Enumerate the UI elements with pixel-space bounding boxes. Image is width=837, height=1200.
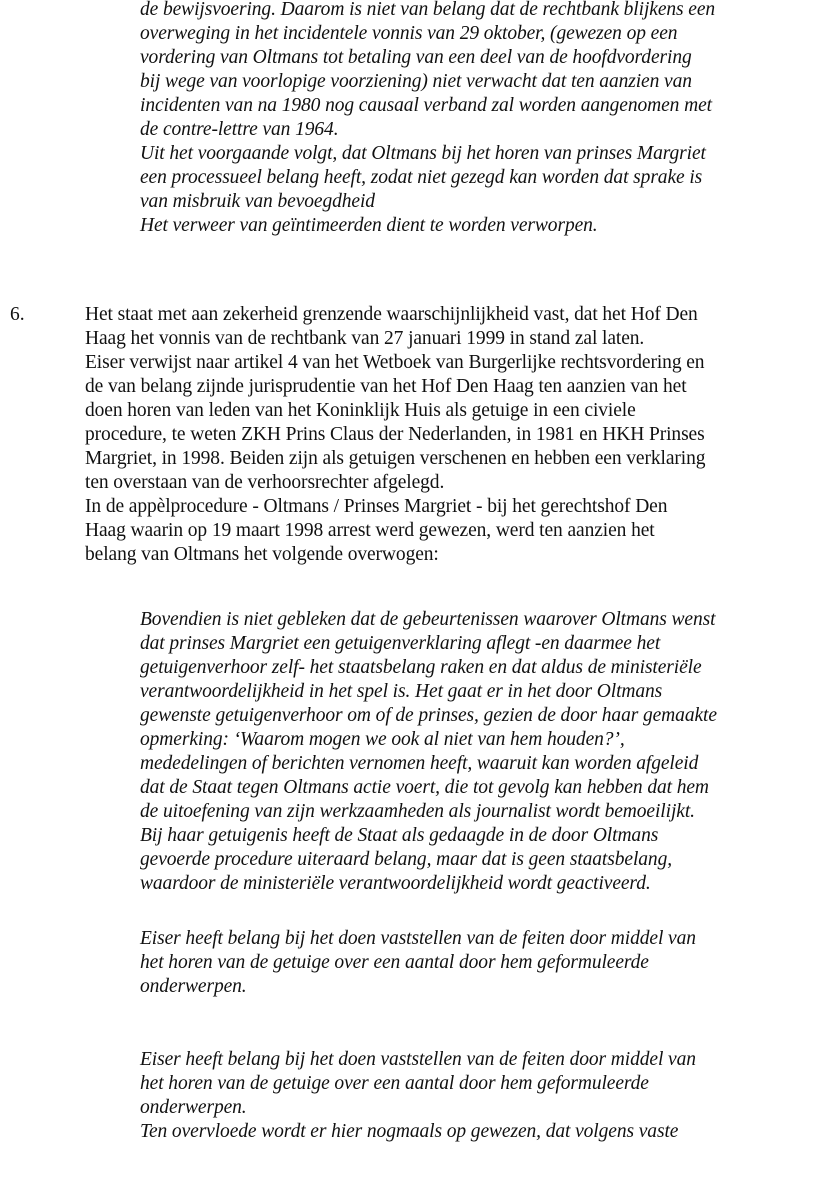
court-quote-line-8: dat de Staat tegen Oltmans actie voert, die tot gevolg kan hebben dat hem — [140, 777, 709, 798]
section-line-7: Margriet, in 1998. Beiden zijn als getuigen verschenen en hebben een verklaring — [85, 448, 706, 469]
court-quote-line-2: dat prinses Margriet een getuigenverklaring aflegt -en daarmee het — [140, 633, 661, 654]
para-a-line-1: Eiser heeft belang bij het doen vaststellen van de feiten door middel van — [140, 928, 696, 949]
quote-top-line-6: de contre-lettre van 1964. — [140, 119, 339, 140]
court-quote-line-1: Bovendien is niet gebleken dat de gebeurtenissen waarover Oltmans wenst — [140, 609, 716, 630]
court-quote-line-3: getuigenverhoor zelf- het staatsbelang raken en dat aldus de ministeriële — [140, 657, 702, 678]
quote-top-line-5: incidenten van na 1980 nog causaal verband zal worden aangenomen met — [140, 95, 712, 116]
para-a-line-2: het horen van de getuige over een aantal door hem geformuleerde — [140, 952, 649, 973]
para-a-line-3: onderwerpen. — [140, 976, 247, 997]
para-b-line-4: Ten overvloede wordt er hier nogmaals op gewezen, dat volgens vaste — [140, 1121, 679, 1142]
court-quote-line-11: gevoerde procedure uiteraard belang, maar dat is geen staatsbelang, — [140, 849, 672, 870]
court-quote-line-7: mededelingen of berichten vernomen heeft, waaruit kan worden afgeleid — [140, 753, 699, 774]
para-b-line-1: Eiser heeft belang bij het doen vaststellen van de feiten door middel van — [140, 1049, 696, 1070]
quote-top-line-2: overweging in het incidentele vonnis van 29 oktober, (gewezen op een — [140, 23, 678, 44]
court-quote-line-4: verantwoordelijkheid in het spel is. Het gaat er in het door Oltmans — [140, 681, 663, 702]
court-quote-line-5: gewenste getuigenverhoor om of de prinses, gezien de door haar gemaakte — [140, 705, 717, 726]
section-line-8: ten overstaan van de verhoorsrechter afgelegd. — [85, 472, 445, 493]
quote-top-line-9: van misbruik van bevoegdheid — [140, 191, 375, 212]
court-quote-line-9: de uitoefening van zijn werkzaamheden als journalist wordt bemoeilijkt. — [140, 801, 695, 822]
section-line-5: doen horen van leden van het Koninklijk Huis als getuige in een civiele — [85, 400, 636, 421]
court-quote-line-12: waardoor de ministeriële verantwoordelijkheid wordt geactiveerd. — [140, 873, 651, 894]
quote-top-line-10: Het verweer van geïntimeerden dient te worden verworpen. — [140, 215, 598, 236]
quote-top-line-1: de bewijsvoering. Daarom is niet van belang dat de rechtbank blijkens een — [140, 0, 716, 20]
section-line-1: Het staat met aan zekerheid grenzende waarschijnlijkheid vast, dat het Hof Den — [85, 304, 698, 325]
section-number: 6. — [10, 304, 25, 325]
para-b-line-2: het horen van de getuige over een aantal door hem geformuleerde — [140, 1073, 649, 1094]
quote-top-line-7: Uit het voorgaande volgt, dat Oltmans bij het horen van prinses Margriet — [140, 143, 706, 164]
section-line-9: In de appèlprocedure - Oltmans / Prinses Margriet - bij het gerechtshof Den — [85, 496, 668, 517]
section-line-11: belang van Oltmans het volgende overwogen: — [85, 544, 439, 565]
quote-top-line-8: een processueel belang heeft, zodat niet gezegd kan worden dat sprake is — [140, 167, 703, 188]
section-line-4: de van belang zijnde jurisprudentie van het Hof Den Haag ten aanzien van het — [85, 376, 687, 397]
section-line-2: Haag het vonnis van de rechtbank van 27 januari 1999 in stand zal laten. — [85, 328, 645, 349]
section-line-6: procedure, te weten ZKH Prins Claus der Nederlanden, in 1981 en HKH Prinses — [85, 424, 705, 445]
quote-top-line-3: vordering van Oltmans tot betaling van een deel van de hoofdvordering — [140, 47, 692, 68]
section-line-3: Eiser verwijst naar artikel 4 van het Wetboek van Burgerlijke rechtsvordering en — [85, 352, 705, 373]
court-quote-line-6: opmerking: ‘Waarom mogen we ook al niet van hem houden?’, — [140, 729, 625, 750]
quote-top-line-4: bij wege van voorlopige voorziening) niet verwacht dat ten aanzien van — [140, 71, 692, 92]
section-line-10: Haag waarin op 19 maart 1998 arrest werd gewezen, werd ten aanzien het — [85, 520, 655, 541]
para-b-line-3: onderwerpen. — [140, 1097, 247, 1118]
court-quote-line-10: Bij haar getuigenis heeft de Staat als gedaagde in de door Oltmans — [140, 825, 659, 846]
